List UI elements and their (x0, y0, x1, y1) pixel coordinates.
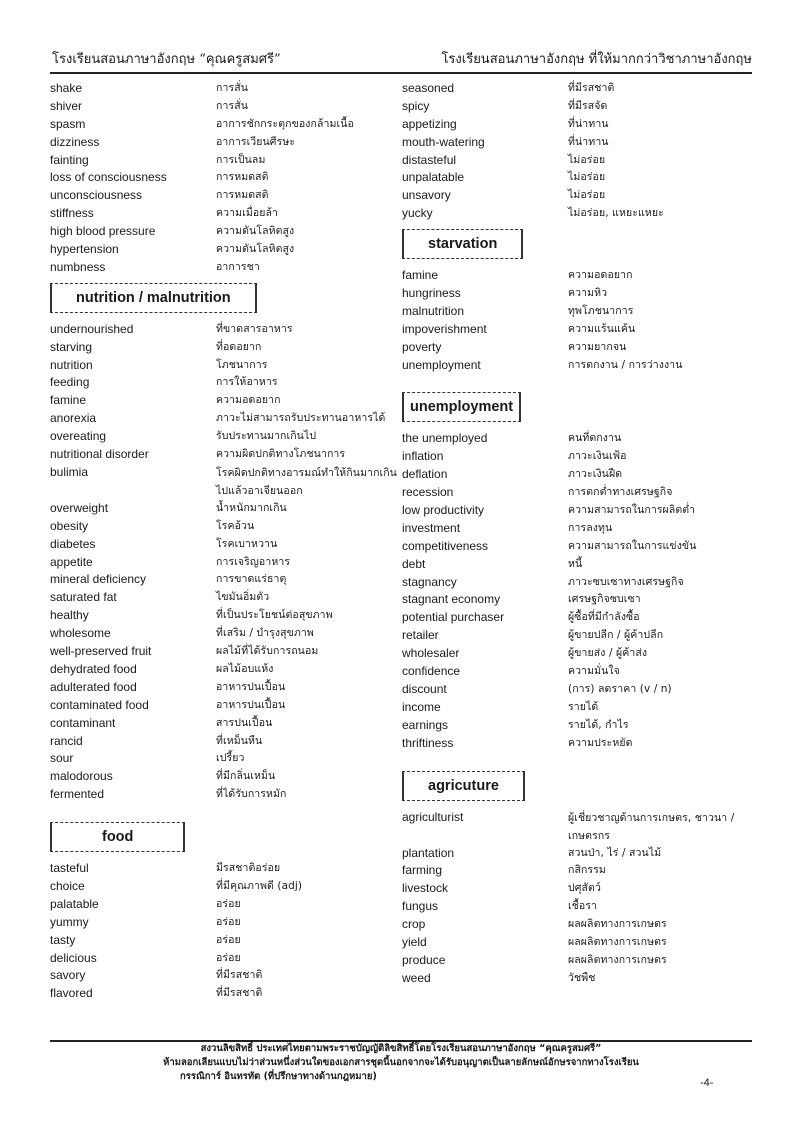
vocab-term: contaminated food (50, 697, 149, 712)
vocab-row (50, 589, 410, 607)
vocab-translation: ความเมื่อยล้า (216, 207, 279, 220)
vocab-term: dehydrated food (50, 661, 137, 676)
vocab-term: farming (402, 863, 443, 878)
vocab-row (50, 661, 410, 679)
section-title: food (102, 829, 134, 846)
vocab-translation: ไม่อร่อย, แหยะแหยะ (568, 207, 664, 220)
vocab-row (50, 134, 410, 152)
vocab-term: nutrition (50, 357, 93, 372)
vocab-term: numbness (50, 259, 106, 274)
vocab-term: overeating (50, 429, 107, 444)
vocab-row (402, 934, 762, 952)
vocab-row (50, 392, 410, 410)
vocab-translation: การขาดแร่ธาตุ (216, 573, 287, 586)
vocab-row (402, 169, 762, 187)
vocab-row (402, 538, 762, 556)
vocab-row (50, 896, 410, 914)
vocab-row (402, 267, 762, 285)
vocab-row (50, 733, 410, 751)
vocab-term: fainting (50, 152, 89, 167)
vocab-translation: ความดันโลหิตสูง (216, 243, 295, 256)
vocab-term: famine (50, 393, 87, 408)
vocab-translation: การสั่น (216, 99, 248, 112)
vocab-term: income (402, 699, 441, 714)
section-box-agriculture (402, 771, 525, 801)
vocab-translation: อาหารปนเปื้อน (216, 698, 286, 711)
vocab-term: obesity (50, 518, 89, 533)
vocab-term: earnings (402, 717, 449, 732)
section-title: agricuture (428, 777, 499, 794)
vocab-term: low productivity (402, 503, 485, 518)
vocab-row (402, 681, 762, 699)
header-divider (50, 72, 752, 74)
vocab-row (50, 697, 410, 715)
vocab-translation: กสิกรรม (568, 864, 606, 877)
vocab-row (402, 735, 762, 753)
vocab-row (402, 717, 762, 735)
vocab-row (50, 116, 410, 134)
section-title: unemployment (410, 399, 514, 416)
vocab-term: wholesome (50, 626, 111, 641)
vocab-row (50, 536, 410, 554)
vocab-list-taste (402, 80, 762, 223)
vocab-term: feeding (50, 375, 90, 390)
vocab-translation: ความยากจน (568, 340, 627, 353)
vocab-translation: ผลผลิตทางการเกษตร (568, 935, 667, 948)
vocab-translation: หนี้ (568, 557, 583, 570)
vocab-translation: การเป็นลม (216, 153, 266, 166)
vocab-row (50, 571, 410, 589)
vocab-row (50, 357, 410, 375)
vocab-translation: อาหารปนเปื้อน (216, 680, 286, 693)
vocab-term: spasm (50, 116, 86, 131)
vocab-translation: คนที่ตกงาน (568, 432, 622, 445)
vocab-translation: รับประทานมากเกินไป (216, 430, 317, 443)
vocab-row (402, 556, 762, 574)
vocab-term: unpalatable (402, 170, 465, 185)
vocab-term: plantation (402, 845, 455, 860)
vocab-translation: ปศุสัตว์ (568, 882, 601, 895)
vocab-translation: รายได้, กำไร (568, 718, 629, 731)
vocab-term: overweight (50, 500, 109, 515)
vocab-term: stiffness (50, 206, 94, 221)
vocab-term: fermented (50, 787, 105, 802)
vocab-row (402, 970, 762, 988)
vocab-row (50, 446, 410, 464)
page-footer (50, 1040, 752, 1084)
vocab-term: choice (50, 878, 85, 893)
vocab-term: yummy (50, 914, 89, 929)
vocab-term: appetizing (402, 116, 457, 131)
vocab-row (402, 152, 762, 170)
vocab-translation: ไม่อร่อย (568, 189, 606, 202)
vocab-term: livestock (402, 881, 449, 896)
vocab-translation: ที่มีรสชาติ (216, 969, 263, 982)
vocab-translation: การสั่น (216, 82, 248, 94)
vocab-translation: การลงทุน (568, 521, 613, 534)
vocab-term: stagnancy (402, 574, 457, 589)
vocab-translation: อร่อย (216, 951, 241, 964)
vocab-translation: ภาวะเงินฝืด (568, 468, 623, 481)
vocab-row (402, 916, 762, 934)
vocab-term: savory (50, 968, 86, 983)
vocab-translation: ที่เสริม / บำรุงสุขภาพ (216, 627, 314, 640)
vocab-list-starvation (402, 267, 762, 374)
vocab-term: potential purchaser (402, 610, 505, 625)
vocab-row (402, 285, 762, 303)
vocab-row (50, 914, 410, 932)
vocab-term: saturated fat (50, 590, 117, 605)
copyright-line: สงวนลิขสิทธิ์ ประเทศไทยตามพระราชบัญญัติลิขสิทธิ์โดยโรงเรียนสอนภาษาอังกฤษ “คุณครูสมศรี” (200, 1043, 602, 1054)
vocab-row (50, 464, 410, 500)
vocab-term: flavored (50, 986, 93, 1001)
vocab-term: shiver (50, 98, 83, 113)
vocab-translation: ผู้ขายปลีก / ผู้ค้าปลีก (568, 629, 664, 642)
vocab-row (50, 750, 410, 768)
vocab-translation: มีรสชาติอร่อย (216, 862, 281, 875)
vocab-row (50, 932, 410, 950)
vocab-row (402, 448, 762, 466)
vocab-term: appetite (50, 554, 93, 569)
vocab-row (50, 878, 410, 896)
vocab-translation: ไม่อร่อย (568, 153, 606, 166)
vocab-row (50, 98, 410, 116)
vocab-term: high blood pressure (50, 224, 156, 239)
vocab-row (402, 187, 762, 205)
vocab-translation: อร่อย (216, 897, 241, 910)
vocab-row (402, 357, 762, 375)
vocab-row (50, 205, 410, 223)
vocab-translation: เศรษฐกิจซบเซา (568, 593, 641, 606)
vocab-term: starving (50, 339, 93, 354)
vocab-translation: ไขมันอิ่มตัว (216, 591, 270, 604)
vocab-row (50, 679, 410, 697)
vocab-translation: ที่เป็นประโยชน์ต่อสุขภาพ (216, 609, 333, 622)
vocab-term: the unemployed (402, 431, 488, 446)
vocab-list-symptoms (50, 80, 410, 277)
vocab-translation: การตกงาน / การว่างงาน (568, 358, 683, 371)
vocab-row (402, 134, 762, 152)
vocab-row (402, 862, 762, 880)
vocab-term: shake (50, 81, 83, 95)
vocab-row (402, 898, 762, 916)
vocab-translation: ที่มีคุณภาพดี (adj) (216, 879, 303, 892)
vocab-term: competitiveness (402, 538, 489, 553)
vocab-translation: ภาวะเงินเฟ้อ (568, 450, 627, 463)
vocab-row (402, 952, 762, 970)
vocab-term: debt (402, 556, 426, 571)
vocab-translation: ผลผลิตทางการเกษตร (568, 953, 667, 966)
vocab-row (402, 466, 762, 484)
vocab-translation: ความประหยัด (568, 736, 633, 749)
vocab-translation: ผลผลิตทางการเกษตร (568, 918, 667, 931)
vocab-row (402, 80, 762, 98)
vocab-term: yield (402, 934, 427, 949)
vocab-term: undernourished (50, 321, 134, 336)
vocab-row (402, 321, 762, 339)
vocab-translation: การเจริญอาหาร (216, 555, 291, 568)
vocab-row (402, 845, 762, 863)
vocab-row (402, 880, 762, 898)
vocab-term: diabetes (50, 536, 96, 551)
vocab-list-unemployment (402, 430, 762, 752)
vocab-term: unsavory (402, 188, 451, 203)
vocab-translation: ที่ได้รับการหมัก (216, 788, 287, 801)
vocab-row (50, 950, 410, 968)
vocab-term: deflation (402, 467, 448, 482)
section-box-starvation (402, 229, 523, 259)
vocab-row (402, 430, 762, 448)
vocab-translation: อร่อย (216, 915, 241, 928)
vocab-term: unemployment (402, 357, 481, 372)
vocab-row (402, 663, 762, 681)
vocab-translation: (การ) ลดราคา (v / n) (568, 682, 672, 695)
vocab-row (402, 809, 762, 845)
vocab-translation: การหมดสติ (216, 189, 269, 202)
vocab-translation: การให้อาหาร (216, 376, 278, 389)
vocab-term: malnutrition (402, 303, 465, 318)
vocab-term: crop (402, 917, 426, 932)
vocab-translation: ผลไม้ที่ได้รับการถนอม (216, 645, 319, 658)
vocab-translation: ผู้ขายส่ง / ผู้ค้าส่ง (568, 647, 648, 660)
vocab-row (50, 428, 410, 446)
vocab-row (50, 967, 410, 985)
vocab-term: investment (402, 520, 461, 535)
vocab-term: discount (402, 681, 447, 696)
vocab-row (50, 223, 410, 241)
vocab-translation: สวนป่า, ไร่ / สวนไม้ (568, 846, 662, 859)
vocab-translation: สารปนเปื้อน (216, 716, 273, 729)
page-header (52, 48, 752, 70)
vocab-term: contaminant (50, 715, 116, 730)
section-box-unemployment (402, 392, 521, 422)
vocab-term: wholesaler (402, 646, 460, 661)
vocab-term: sour (50, 751, 74, 766)
vocab-translation: ความแร้นแค้น (568, 322, 636, 335)
vocab-row (402, 116, 762, 134)
vocab-term: adulterated food (50, 679, 137, 694)
vocab-term: famine (402, 268, 439, 283)
vocab-translation: โรคผิดปกติทางอารมณ์ทำให้กินมากเกินไปแล้วอาเจียนออก (216, 466, 397, 497)
vocab-translation: อาการเวียนศีรษะ (216, 135, 296, 148)
vocab-row (402, 627, 762, 645)
vocab-row (50, 500, 410, 518)
vocab-row (402, 205, 762, 223)
vocab-row (50, 786, 410, 804)
section-title: nutrition / malnutrition (76, 289, 231, 306)
vocab-row (50, 169, 410, 187)
vocab-row (402, 591, 762, 609)
vocab-row (402, 98, 762, 116)
vocab-row (402, 339, 762, 357)
vocab-row (50, 768, 410, 786)
vocab-translation: เปรี้ยว (216, 752, 245, 765)
vocab-translation: ที่มีรสจัด (568, 99, 608, 112)
vocab-translation: ภาวะไม่สามารถรับประทานอาหารได้ (216, 412, 386, 425)
vocab-translation: ที่น่าทาน (568, 135, 609, 148)
vocab-term: delicious (50, 950, 97, 965)
vocab-translation: โภชนาการ (216, 358, 268, 371)
vocab-row (402, 520, 762, 538)
vocab-term: confidence (402, 664, 461, 679)
vocab-row (50, 985, 410, 1003)
vocab-translation: การหมดสติ (216, 171, 269, 184)
vocab-translation: ที่มีรสชาติ (216, 987, 263, 1000)
vocab-row (402, 502, 762, 520)
vocab-translation: อร่อย (216, 933, 241, 946)
vocab-translation: ภาวะซบเซาทางเศรษฐกิจ (568, 575, 684, 588)
vocab-translation: ความสามารถในการแข่งขัน (568, 539, 697, 552)
vocab-term: retailer (402, 628, 439, 643)
vocab-translation: ไม่อร่อย (568, 171, 606, 184)
vocab-row (50, 643, 410, 661)
vocab-row (402, 484, 762, 502)
vocab-row (50, 80, 410, 98)
vocab-translation: โรคเบาหวาน (216, 537, 278, 550)
vocab-term: tasty (50, 932, 76, 947)
vocab-row (402, 303, 762, 321)
vocab-term: bulimia (50, 464, 89, 479)
vocab-translation: อาการชา (216, 260, 260, 273)
vocab-translation: ความหิว (568, 287, 608, 300)
vocab-term: mineral deficiency (50, 572, 147, 587)
vocab-list-agriculture (402, 845, 762, 988)
vocab-term: produce (402, 952, 446, 967)
vocab-term: palatable (50, 896, 99, 911)
vocab-term: recession (402, 485, 454, 500)
vocab-translation: ที่เหม็นหืน (216, 734, 263, 747)
vocab-term: dizziness (50, 134, 100, 149)
vocab-translation: ความผิดปกติทางโภชนาการ (216, 448, 346, 461)
vocab-row (50, 860, 410, 878)
legal-advisor: กรรณิการ์ อินทรทัต (ที่ปรึกษาทางด้านกฎหมาย) (180, 1071, 377, 1082)
vocab-row (402, 699, 762, 717)
vocab-term: impoverishment (402, 321, 487, 336)
vocab-translation: ที่น่าทาน (568, 117, 609, 130)
vocab-translation: ความอดอยาก (568, 269, 633, 282)
vocab-row (50, 259, 410, 277)
section-box-food (50, 822, 185, 852)
vocab-term: inflation (402, 449, 444, 464)
vocab-translation: ที่ขาดสารอาหาร (216, 322, 293, 335)
vocab-translation: เชื้อรา (568, 900, 598, 913)
vocab-term: tasteful (50, 861, 89, 876)
vocab-translation: ผลไม้อบแห้ง (216, 662, 274, 675)
vocab-term: nutritional disorder (50, 447, 149, 462)
vocab-term: malodorous (50, 769, 113, 784)
vocab-term: loss of consciousness (50, 170, 167, 185)
vocab-term: rancid (50, 733, 83, 748)
vocab-translation: น้ำหนักมากเกิน (216, 501, 287, 514)
vocab-term: distasteful (402, 152, 457, 167)
vocab-term: thriftiness (402, 735, 454, 750)
vocab-list-food (50, 860, 410, 1003)
vocab-translation: อาการชักกระตุกของกล้ามเนื้อ (216, 117, 354, 130)
vocab-term: stagnant economy (402, 592, 501, 607)
vocab-translation: ที่มีรสชาติ (568, 82, 615, 94)
vocab-translation: ผู้เชี่ยวชาญด้านการเกษตร, ชาวนา / เกษตรกร (568, 811, 735, 842)
vocab-translation: ความมั่นใจ (568, 665, 620, 678)
header-left-title: โรงเรียนสอนภาษาอังกฤษ “คุณครูสมศรี” (52, 52, 281, 67)
page-number: -4- (700, 1077, 714, 1089)
vocab-row (50, 339, 410, 357)
vocab-row (50, 554, 410, 572)
copyright-warning: ห้ามลอกเลียนแบบไม่ว่าส่วนหนึ่งส่วนใดของเอกสารชุดนี้นอกจากจะได้รับอนุญาตเป็นลายลักษณ์อักษรจากทางโรงเรียน (163, 1057, 639, 1068)
vocab-translation: ความอดอยาก (216, 394, 281, 407)
vocab-row (50, 607, 410, 625)
vocab-translation: ที่อดอยาก (216, 340, 262, 353)
vocab-term: hungriness (402, 286, 461, 301)
vocab-term: unconsciousness (50, 188, 143, 203)
vocab-term: fungus (402, 899, 439, 914)
vocab-row (402, 574, 762, 592)
vocab-row (50, 321, 410, 339)
vocab-translation: วัชพืช (568, 971, 596, 984)
section-title: starvation (428, 236, 498, 253)
vocab-term: well-preserved fruit (50, 644, 152, 659)
vocab-translation: ที่มีกลิ่นเหม็น (216, 770, 276, 783)
vocab-row (50, 152, 410, 170)
vocab-term: mouth-watering (402, 134, 485, 149)
vocab-row (50, 374, 410, 392)
vocab-term: yucky (402, 206, 433, 221)
vocab-term: agriculturist (402, 809, 464, 824)
vocab-translation: การตกต่ำทางเศรษฐกิจ (568, 486, 673, 499)
vocab-translation: ความดันโลหิตสูง (216, 225, 295, 238)
vocab-translation: ความสามารถในการผลิตต่ำ (568, 504, 696, 517)
vocab-row (50, 518, 410, 536)
vocab-row (50, 241, 410, 259)
vocab-row (50, 715, 410, 733)
vocab-term: hypertension (50, 242, 119, 257)
vocab-term: healthy (50, 608, 89, 623)
header-right-title: โรงเรียนสอนภาษาอังกฤษ ที่ให้มากกว่าวิชาภาษาอังกฤษ (441, 52, 752, 67)
vocab-translation: ทุพโภชนาการ (568, 304, 634, 317)
left-column (50, 80, 410, 1003)
vocab-row (50, 410, 410, 428)
vocab-translation: โรคอ้วน (216, 519, 255, 532)
vocab-list-nutrition-cont (50, 500, 410, 804)
vocab-list-nutrition (50, 321, 410, 464)
vocab-term: anorexia (50, 411, 97, 426)
vocab-term: poverty (402, 339, 442, 354)
vocab-translation: รายได้ (568, 700, 599, 713)
section-box-nutrition (50, 283, 257, 313)
right-column (402, 80, 762, 988)
vocab-translation: ผู้ซื้อที่มีกำลังซื้อ (568, 611, 640, 624)
vocab-row (402, 609, 762, 627)
vocab-term: weed (402, 970, 431, 985)
vocab-row (402, 645, 762, 663)
vocab-row (50, 187, 410, 205)
vocab-row (50, 625, 410, 643)
vocab-term: seasoned (402, 81, 455, 95)
vocab-term: spicy (402, 98, 430, 113)
